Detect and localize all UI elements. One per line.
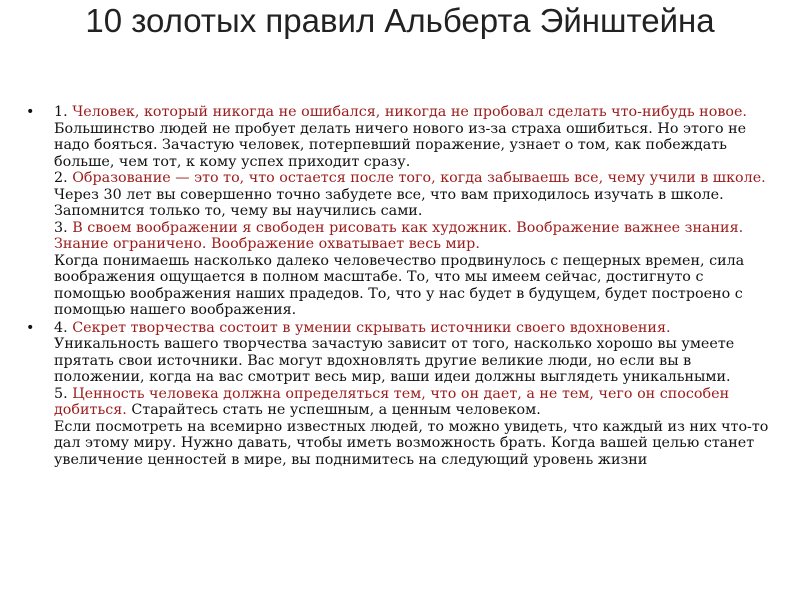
rule-1 bbox=[54, 104, 774, 121]
rule-explanation: Когда понимаешь насколько далеко человечество продвинулось с пещерных времен, сила воображения ощущается в полном масштабе. То, что мы имеем сейчас, достигнуто с помощью воображения наших прадедов. То, что у нас будет в будущем, будет построено с помощью нашего воображения. bbox=[54, 252, 745, 318]
rule-number: 4. bbox=[54, 319, 68, 336]
rule-number: 1. bbox=[54, 104, 68, 120]
rule-number: 5. bbox=[54, 385, 68, 402]
rule-5 bbox=[54, 386, 774, 419]
rule-number: 3. bbox=[54, 219, 68, 236]
bullet-item bbox=[24, 104, 774, 319]
rule-headline: В своем воображении я свободен рисовать как художник. Воображение важнее знания. Знание ограничено. Воображение охватывает весь мир. bbox=[54, 219, 744, 252]
rule-explanation: Если посмотреть на всемирно известных людей, то можно увидеть, что каждый из них что-то дал этому миру. Нужно давать, чтобы иметь возможность брать. Когда вашей целью станет увеличение ценностей в мире, вы поднимитесь на следующий уровень жизни bbox=[54, 418, 769, 468]
rule-headline: Секрет творчества состоит в умении скрывать источники своего вдохновения. bbox=[72, 319, 671, 336]
slide-title: 10 золотых правил Альберта Эйнштейна bbox=[85, 2, 715, 39]
bullet-dot-icon: • bbox=[26, 104, 35, 120]
rule-2 bbox=[54, 170, 774, 187]
rule-number: 2. bbox=[54, 170, 68, 186]
rule-headline: Образование — это то, что остается после того, когда забываешь все, чему учили в школе. bbox=[72, 170, 766, 186]
rule-explanation: Уникальность вашего творчества зачастую зависит от того, насколько хорошо вы умеете прятать свои источники. Вас могут вдохновлять другие великие люди, но если вы в положении, когда на вас смотрит весь мир, ваши идеи должны выглядеть уникальными. bbox=[54, 336, 735, 385]
rule-after-headline: Старайтесь стать не успешным, а ценным человеком. bbox=[126, 402, 541, 418]
bullet-dot-icon: • bbox=[26, 319, 35, 336]
bullet-item bbox=[24, 320, 774, 469]
rule-explanation: Большинство людей не пробует делать ничего нового из-за страха ошибиться. Но этого не надо бояться. Зачастую человек, потерпевший поражение, узнает о том, как побеждать больше, чем тот, к кому успех приходит сразу. bbox=[54, 120, 747, 170]
rule-headline: Ценность человека должна определяться тем, что он дает, а не тем, чего он способен добиться. bbox=[54, 385, 730, 418]
rule-explanation: Через 30 лет вы совершенно точно забудете все, что вам приходилось изучать в школе. Запомнится только то, чему вы научились сами. bbox=[54, 186, 724, 219]
rule-3 bbox=[54, 220, 774, 253]
rule-4 bbox=[54, 320, 774, 337]
slide-body bbox=[24, 104, 774, 469]
rule-headline: Человек, который никогда не ошибался, никогда не пробовал сделать что-нибудь новое. bbox=[72, 104, 747, 120]
